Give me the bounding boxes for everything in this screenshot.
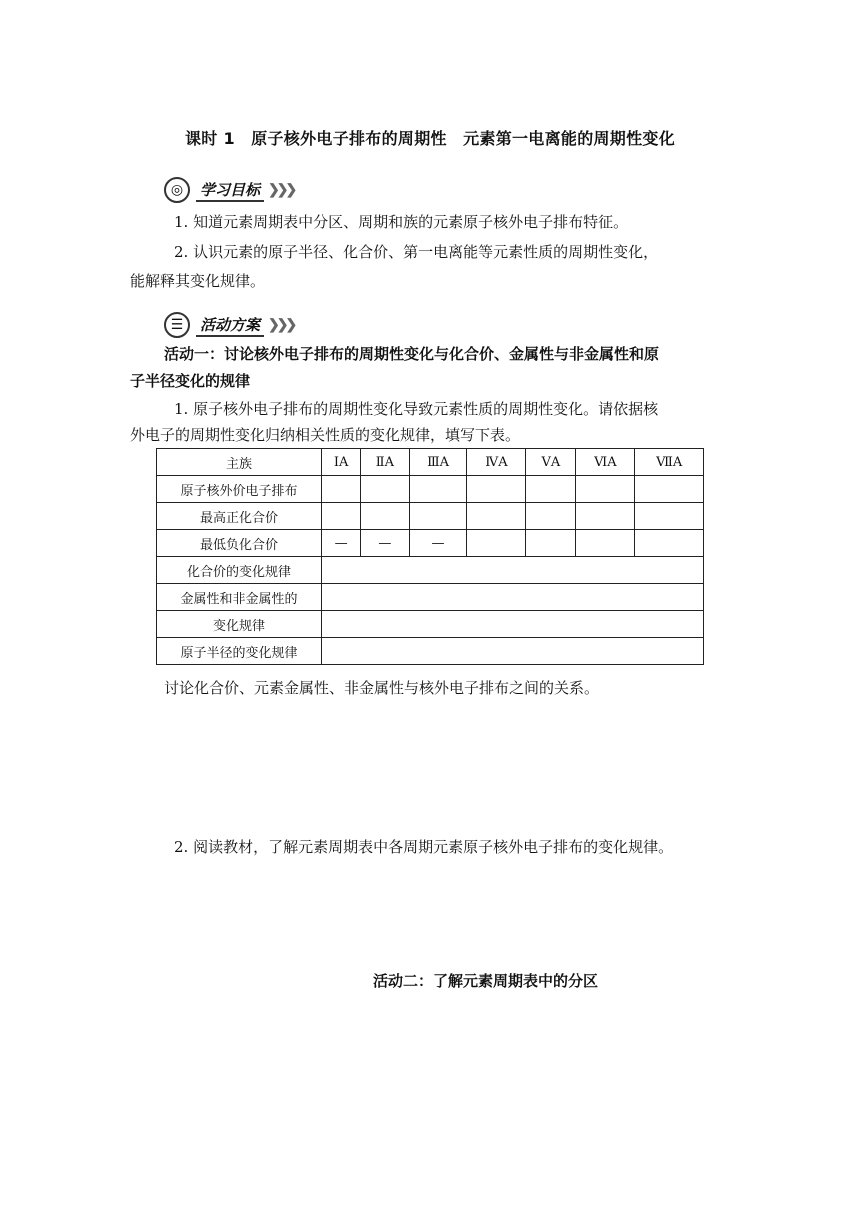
- list-icon: ☰: [164, 312, 190, 338]
- table-header-cell: ⅡA: [361, 449, 409, 476]
- objective-2: 2. 认识元素的原子半径、化合价、第一电离能等元素性质的周期性变化，: [174, 243, 659, 261]
- activity1-heading-line1: 活动一：讨论核外电子排布的周期性变化与化合价、金属性与非金属性和原: [164, 345, 660, 363]
- learning-objectives-banner: [164, 176, 294, 204]
- table-cell: [322, 557, 704, 584]
- objective-2-cont: 能解释其变化规律。: [130, 272, 266, 290]
- row-label: 原子半径的变化规律: [157, 638, 322, 665]
- banner-label: 活动方案: [196, 314, 264, 337]
- table-cell: [526, 530, 576, 557]
- table-cell: [635, 503, 704, 530]
- item1-line1: 1. 原子核外电子排布的周期性变化导致元素性质的周期性变化。请依据核: [174, 400, 659, 418]
- table-row: [157, 584, 704, 611]
- target-icon: ◎: [164, 177, 190, 203]
- table-header-cell: ⅣA: [467, 449, 526, 476]
- table-cell: [322, 584, 704, 611]
- table-header-cell: ⅠA: [322, 449, 361, 476]
- table-cell: [526, 476, 576, 503]
- table-row: [157, 557, 704, 584]
- table-cell: [467, 503, 526, 530]
- page-title: 课时 1 原子核外电子排布的周期性 元素第一电离能的周期性变化: [184, 129, 675, 148]
- row-label: 原子核外价电子排布: [157, 476, 322, 503]
- table-header-cell: ⅦA: [635, 449, 704, 476]
- table-cell: [409, 476, 467, 503]
- activity1-heading-line2: 子半径变化的规律: [130, 372, 251, 390]
- row-label: 化合价的变化规律: [157, 557, 322, 584]
- table-header-cell: 主族: [157, 449, 322, 476]
- table-row: [157, 476, 704, 503]
- dash-cell: —: [361, 530, 409, 557]
- discussion-prompt: 讨论化合价、元素金属性、非金属性与核外电子排布之间的关系。: [164, 679, 600, 697]
- table-cell: [576, 530, 635, 557]
- table-cell: [322, 503, 361, 530]
- table-header-cell: ⅢA: [409, 449, 467, 476]
- item1-line2: 外电子的周期性变化归纳相关性质的变化规律，填写下表。: [130, 426, 521, 444]
- item2: 2. 阅读教材，了解元素周期表中各周期元素原子核外电子排布的变化规律。: [174, 838, 674, 856]
- table-row: [157, 530, 704, 557]
- table-cell: [576, 503, 635, 530]
- table-row: [157, 611, 704, 638]
- table-cell: [576, 476, 635, 503]
- table-cell: [526, 503, 576, 530]
- table-cell: [322, 476, 361, 503]
- table-header-cell: ⅥA: [576, 449, 635, 476]
- objective-1: 1. 知道元素周期表中分区、周期和族的元素原子核外电子排布特征。: [174, 213, 629, 231]
- table-row: [157, 503, 704, 530]
- table-cell: [361, 503, 409, 530]
- activity-plan-banner: [164, 311, 294, 339]
- row-label: 最低负化合价: [157, 530, 322, 557]
- dash-cell: —: [409, 530, 467, 557]
- row-label: 变化规律: [157, 611, 322, 638]
- table-cell: [467, 530, 526, 557]
- row-label: 金属性和非金属性的: [157, 584, 322, 611]
- table-header-cell: ⅤA: [526, 449, 576, 476]
- table-cell: [467, 476, 526, 503]
- table-cell: [322, 638, 704, 665]
- table-row: [157, 638, 704, 665]
- activity2-heading: 活动二：了解元素周期表中的分区: [373, 972, 599, 990]
- table-cell: [361, 476, 409, 503]
- dash-cell: —: [322, 530, 361, 557]
- row-label: 最高正化合价: [157, 503, 322, 530]
- chevrons-icon: ❯❯❯: [268, 317, 295, 333]
- table-cell: [322, 611, 704, 638]
- properties-table: [156, 448, 704, 665]
- table-cell: [409, 503, 467, 530]
- table-cell: [635, 530, 704, 557]
- banner-label: 学习目标: [196, 179, 264, 202]
- table-cell: [635, 476, 704, 503]
- table-header-row: [157, 449, 704, 476]
- chevrons-icon: ❯❯❯: [268, 182, 295, 198]
